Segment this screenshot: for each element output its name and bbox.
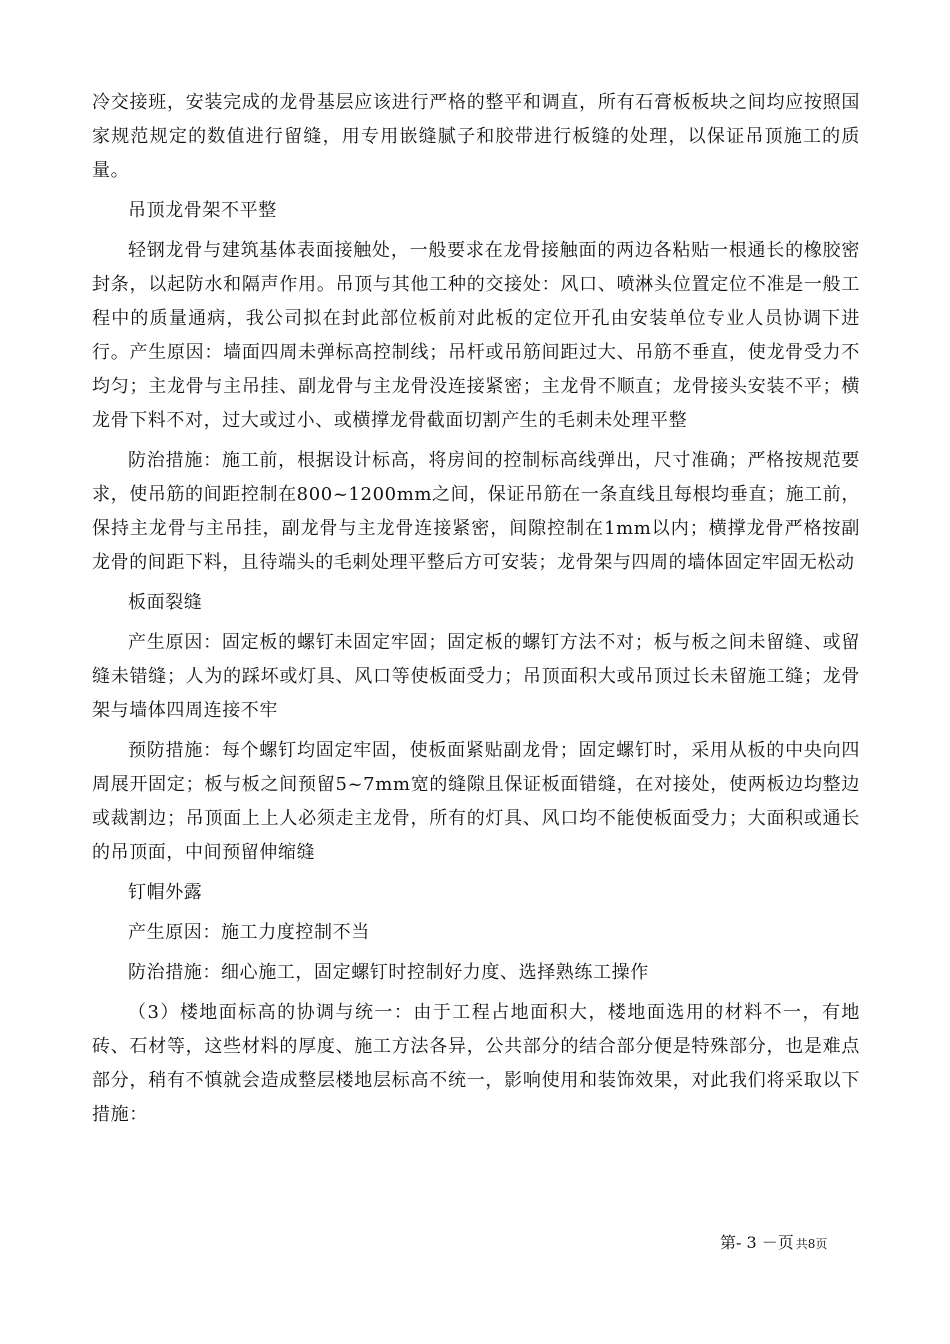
paragraph-causes-panel-cracks: 产生原因：固定板的螺钉未固定牢固；固定板的螺钉方法不对；板与板之间未留缝、或留缝未错缝；人为的踩坏或灯具、风口等使板面受力；吊顶面积大或吊顶过长未留施工缝；龙骨架与墙体四周连接不牢	[92, 632, 860, 721]
paragraph-prevention-exposed-nails: 防治措施：细心施工，固定螺钉时控制好力度、选择熟练工操作	[128, 962, 649, 983]
section-heading-ceiling-frame: 吊顶龙骨架不平整	[128, 200, 277, 221]
section-heading-exposed-nails: 钉帽外露	[128, 882, 203, 903]
total-pages: 共8页	[795, 1237, 828, 1251]
section-heading-panel-cracks: 板面裂缝	[128, 592, 203, 613]
paragraph-prevention-panel-cracks: 预防措施：每个螺钉均固定牢固，使板面紧贴副龙骨；固定螺钉时，采用从板的中央向四周展开固定；板与板之间预留5~7mm宽的缝隙且保证板面错缝，在对接处，使两板边均整边或裁割边；吊顶面上上人必须走主龙骨，所有的灯具、风口均不能使板面受力；大面积或通长的吊顶面，中间预留伸缩缝	[92, 740, 860, 863]
document-body	[92, 86, 860, 1138]
paragraph-continuation: 冷交接班，安装完成的龙骨基层应该进行严格的整平和调直，所有石膏板板块之间均应按照国家规范规定的数值进行留缝，用专用嵌缝腻子和胶带进行板缝的处理，以保证吊顶施工的质量。	[92, 92, 860, 181]
page-number: 第- 3 －页	[720, 1233, 794, 1252]
paragraph-prevention-ceiling-frame: 防治措施：施工前，根据设计标高，将房间的控制标高线弹出，尺寸准确；严格按规范要求，使吊筋的间距控制在800~1200mm之间，保证吊筋在一条直线且每根均垂直；施工前，保持主龙骨与主吊挂，副龙骨与主龙骨连接紧密，间隙控制在1mm以内；横撑龙骨严格按副龙骨的间距下料，且待端头的毛刺处理平整后方可安装；龙骨架与四周的墙体固定牢固无松动	[92, 450, 860, 573]
paragraph-causes-exposed-nails: 产生原因：施工力度控制不当	[128, 922, 370, 943]
paragraph-causes-ceiling-frame: 轻钢龙骨与建筑基体表面接触处，一般要求在龙骨接触面的两边各粘贴一根通长的橡胶密封条，以起防水和隔声作用。吊顶与其他工种的交接处：风口、喷淋头位置定位不准是一般工程中的质量通病，我公司拟在封此部位板前对此板的定位开孔由安装单位专业人员协调下进行。产生原因：墙面四周未弹标高控制线；吊杆或吊筋间距过大、吊筋不垂直，使龙骨受力不均匀；主龙骨与主吊挂、副龙骨与主龙骨没连接紧密；主龙骨不顺直；龙骨接头安装不平；横龙骨下料不对，过大或过小、或横撑龙骨截面切割产生的毛刺未处理平整	[92, 240, 860, 431]
paragraph-floor-elevation: （3）楼地面标高的协调与统一：由于工程占地面积大，楼地面选用的材料不一，有地砖、石材等，这些材料的厚度、施工方法各异，公共部分的结合部分便是特殊部分，也是难点部分，稍有不慎就会造成整层楼地层标高不统一，影响使用和装饰效果，对此我们将采取以下措施：	[92, 1002, 860, 1125]
page-footer	[720, 1230, 827, 1253]
